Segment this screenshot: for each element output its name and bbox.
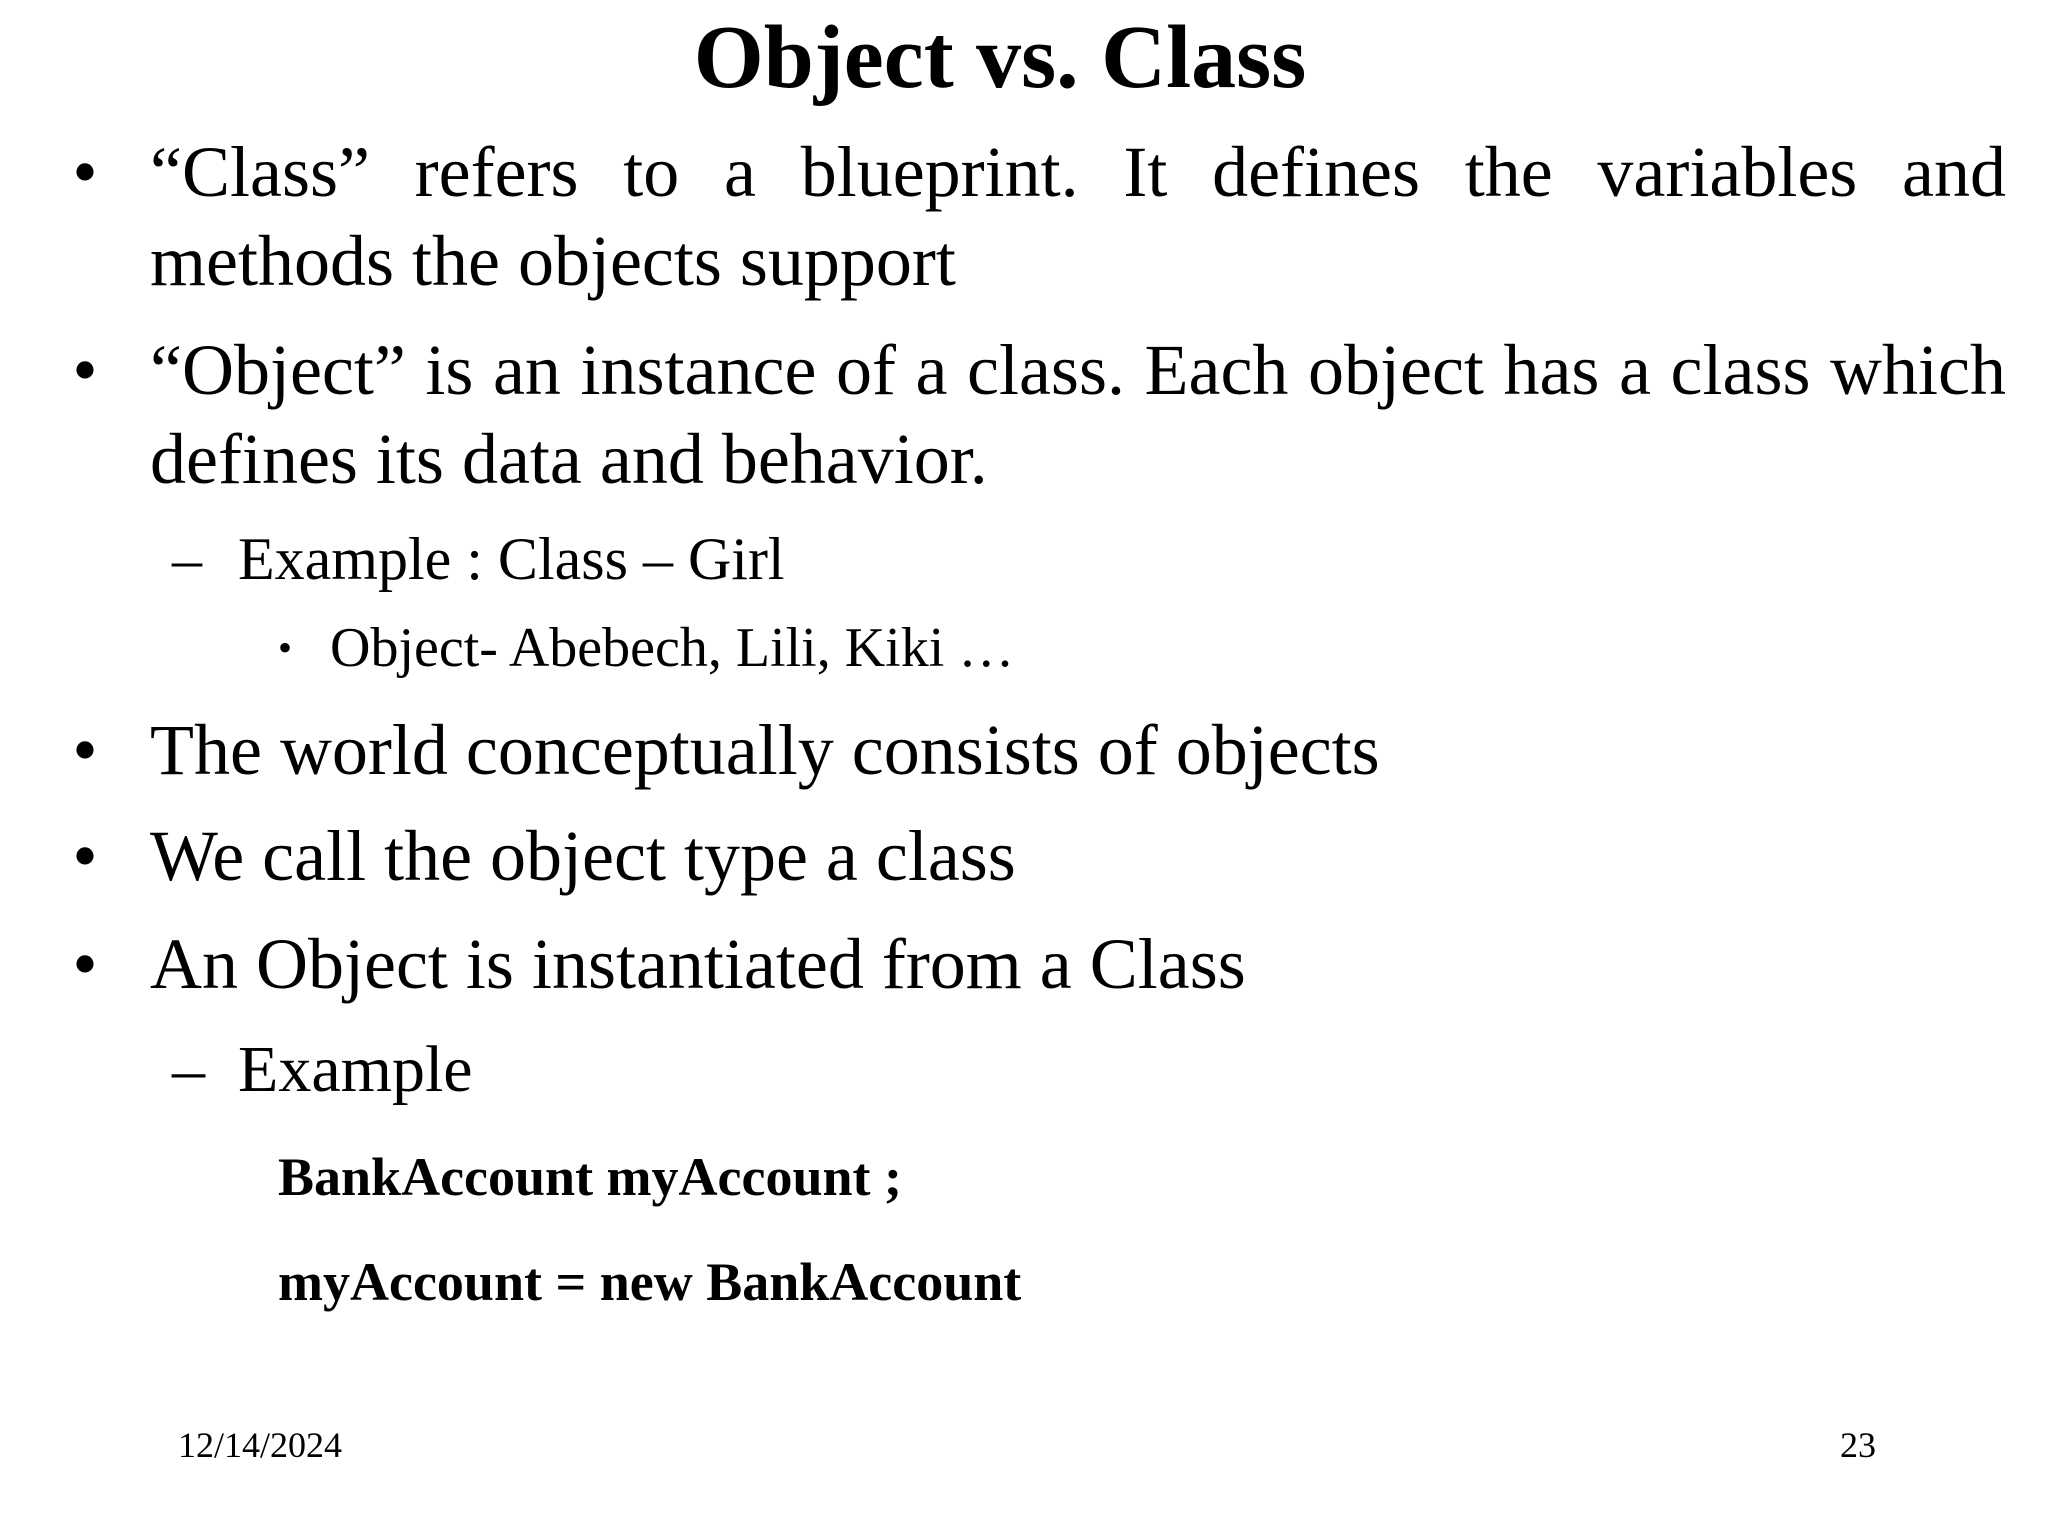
bullet-marker: • (72, 710, 98, 790)
bullet-item (72, 128, 2006, 306)
bullet-marker: • (72, 132, 98, 212)
code-line: BankAccount myAccount ; (278, 1147, 903, 1207)
bullet-text: “Class” refers to a blueprint. It defines the variables and methods the objects support (150, 132, 2006, 301)
bullet-item (72, 326, 2006, 504)
page-number: 23 (1840, 1425, 1876, 1465)
bullet-item (72, 812, 2006, 901)
sub-item (172, 523, 785, 595)
bullet-text: “Object” is an instance of a class. Each object has a class which defines its data and behavior. (150, 330, 2006, 499)
bullet-marker: • (72, 330, 98, 410)
dash-marker: – (172, 1033, 205, 1106)
bullet-text: An Object is instantiated from a Class (150, 924, 1246, 1004)
sub-item-text: Example (238, 1033, 473, 1106)
bullet-text: We call the object type a class (150, 816, 1016, 896)
bullet-text: The world conceptually consists of objects (150, 710, 1380, 790)
bullet-item (72, 706, 2006, 795)
code-line: myAccount = new BankAccount (278, 1252, 1022, 1312)
dash-marker: – (172, 526, 202, 592)
bullet-marker: • (278, 625, 293, 670)
slide-title: Object vs. Class (693, 8, 1307, 107)
bullet-marker: • (72, 924, 98, 1004)
sub-sub-item-text: Object- Abebech, Lili, Kiki … (330, 617, 1015, 679)
sub-item (172, 1033, 473, 1106)
bullet-item (72, 920, 2006, 1009)
bullet-marker: • (72, 816, 98, 896)
sub-sub-item (278, 614, 1015, 682)
sub-item-text: Example : Class – Girl (238, 526, 785, 592)
footer-date: 12/14/2024 (178, 1425, 343, 1465)
